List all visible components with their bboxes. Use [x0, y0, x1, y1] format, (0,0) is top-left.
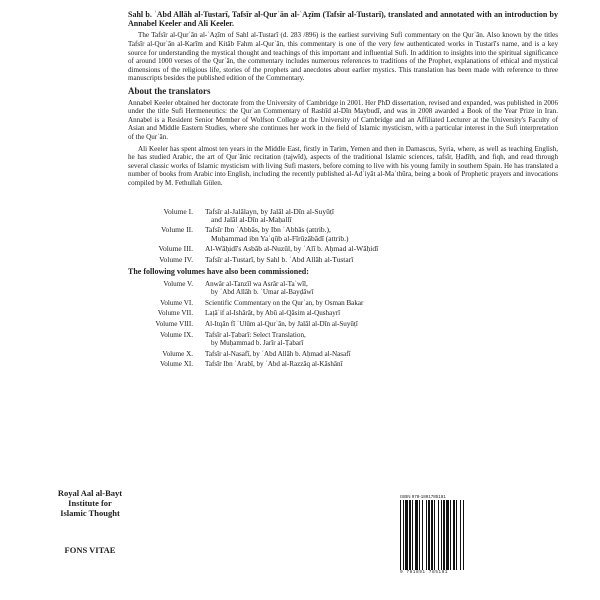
volume-number: Volume VI. [160, 298, 193, 307]
volume-title-line: Muḥammad ibn Yaʿqūb al-Fīrūzābādī (attrib.) [211, 233, 349, 243]
volume-title-line: Anwār al-Tanzīl wa Asrār al-Taʾwīl, [205, 279, 308, 288]
volume-number: Volume IX. [160, 330, 193, 339]
volume-number: Volume XI. [160, 360, 193, 369]
volume-entry [143, 208, 558, 225]
volume-entry [143, 350, 558, 359]
volume-number: Volume II. [161, 225, 193, 235]
translator-ali-bio: Ali Keeler has spent almost ten years in the Middle East, firstly in Tarim, Yemen and then in Damascus, Syria, where, as well as teaching English, he has studied Arabic, the art of Qurʾānic recitation (tajwīd), aspects of the traditional Islamic sciences, tafsīr, Ḥadīth, and fiqh, and read through several classic works of Islamic mysticism with living Sufi masters, before coming to live with his young family in southern Spain. He has translated a number of books from Arabic into English, including the recently published al-Adʿiyāt al-Maʾthūra, being a book of Prophetic prayers and invocations compiled by M. Fethullah Gülen. [128, 144, 558, 187]
volume-title-line: by ʿAbd Allāh b. ʿUmar al-Bayḍāwī [211, 288, 314, 297]
volume-entry [143, 299, 558, 308]
book-description: The Tafsīr al-Qurʾān al-ʿAẓīm of Sahl al-Tustarī (d. 283 /896) is the earliest surviving Sufi commentary on the Qurʾān. Also known by the titles Tafsīr al-Qurʾān al-Karīm and Kitāb Fahm al-Qurʾān, this commentary is one of the very few authenticated works in Tustarī's name, and is a key source for understanding the mystical thought and teachings of this important and influential Sufi. In addition to insights into the spiritual significance of around 1000 verses of the Qurʾān, the commentary includes numerous references to traditions of the Prophet, explanations of ethical and mystical dimensions of the religious life, stories of the prophets and anecdotes about earlier mystics. This translation has been made with reference to three manuscripts besides the published edition of the Commentary. [128, 31, 558, 83]
volume-title-line: Tafsīr al-Jalālayn, by Jalāl al-Dīn al-Suyūṭī [205, 206, 335, 216]
barcode-bar [464, 500, 465, 570]
volume-title-line: Laṭāʾif al-Ishārāt, by Abū al-Qāsim al-Qushayrī [205, 309, 341, 318]
volume-title [205, 309, 558, 318]
volume-entry [143, 331, 558, 348]
barcode-digits: 9 781891 785191 [400, 570, 449, 575]
institute-line: Royal Aal al-Bayt [57, 488, 123, 498]
volume-title [205, 350, 558, 359]
barcode-icon [400, 500, 500, 570]
commissioned-heading: The following volumes have also been commissioned: [128, 266, 309, 276]
volume-title [205, 208, 558, 225]
translator-annabel-bio: Annabel Keeler obtained her doctorate from the University of Cambridge in 2001. Her PhD dissertation, revised and expanded, was published in 2006 under the title Sufi Hermeneutics: the Qurʾan Commentary of Rashīd al-Dīn Maybudī, and was in 2008 awarded a Book of the Year Prize in Iran. Annabel is a Resident Senior Member of Wolfson College at the University of Cambridge and an Affiliated Lecturer at the University's Faculty of Asian and Middle Eastern Studies, where she continues her work in the field of Islamic mysticism, with a particular interest in the Sufi interpretation of the Qurʾān. [128, 98, 558, 141]
volume-title [205, 280, 558, 297]
volume-title [205, 299, 558, 308]
volume-title [205, 360, 558, 369]
volume-entry [143, 226, 558, 243]
volume-entry [143, 320, 558, 329]
volume-entry [143, 256, 558, 264]
volume-title-line: Tafsīr al-Nasafī, by ʿAbd Allāh b. Aḥmad al-Nasafī [205, 349, 351, 358]
volume-list [143, 208, 558, 264]
volume-number: Volume III. [158, 244, 193, 254]
volume-entry [143, 360, 558, 369]
volume-entry [143, 309, 558, 318]
volume-number: Volume X. [162, 349, 193, 358]
volume-title-line: by Muḥammad b. Jarīr al-Ṭabarī [211, 339, 304, 348]
volume-title-line: Scientific Commentary on the Qurʾan, by Osman Bakar [205, 298, 364, 307]
isbn-text: ISBN 978-1891785191 [400, 494, 446, 499]
volume-title-line: Al-Wāḥidī's Asbāb al-Nuzūl, by ʿAlī b. Aḥmad al-Wāḥidī [205, 244, 379, 254]
volume-title-line: and Jalāl al-Dīn al-Maḥallī [211, 214, 292, 224]
book-headline: Sahl b. ʿAbd Allāh al-Tustarī, Tafsīr al-Qurʾān al-ʿAẓīm (Tafsīr al-Tustarī), translated and annotated with an introduction by Annabel Keeler and Ali Keeler. [128, 10, 558, 29]
volume-title-line: Tafsīr Ibn ʿArabī, by ʿAbd al-Razzāq al-Kāshānī [205, 360, 343, 369]
volume-title [205, 331, 558, 348]
volume-title [205, 245, 558, 253]
volume-number: Volume VII. [157, 309, 193, 318]
volume-title-line: Al-Itqān fī ʿUlūm al-Qurʾān, by Jalāl al-Dīn al-Suyūṭī [205, 319, 358, 328]
volume-entry [143, 280, 558, 297]
volume-number: Volume V. [163, 279, 193, 288]
volume-entry [143, 245, 558, 253]
main-text-column [128, 10, 558, 371]
volume-number: Volume I. [163, 206, 193, 216]
volume-number: Volume VIII. [155, 319, 193, 328]
barcode-area [400, 494, 500, 575]
institute-line: Islamic Thought [60, 508, 120, 518]
institute-name [40, 488, 140, 518]
institute-line: Institute for [68, 498, 112, 508]
volume-title-line: Tafsīr Ibn ʿAbbās, by Ibn ʿAbbās (attrib.), [205, 225, 331, 235]
about-translators-heading: About the translators [128, 85, 211, 96]
volume-title [205, 256, 558, 264]
volume-title [205, 226, 558, 243]
volume-number: Volume IV. [159, 254, 193, 264]
volume-title-line: Tafsīr al-Tustarī, by Sahl b. ʿAbd Allāh al-Tustarī [205, 254, 354, 264]
volume-title [205, 320, 558, 329]
commissioned-volume-list [143, 280, 558, 369]
publisher-name: FONS VITAE [64, 545, 116, 555]
volume-title-line: Tafsīr al-Ṭabarī: Select Translation, [205, 330, 306, 339]
